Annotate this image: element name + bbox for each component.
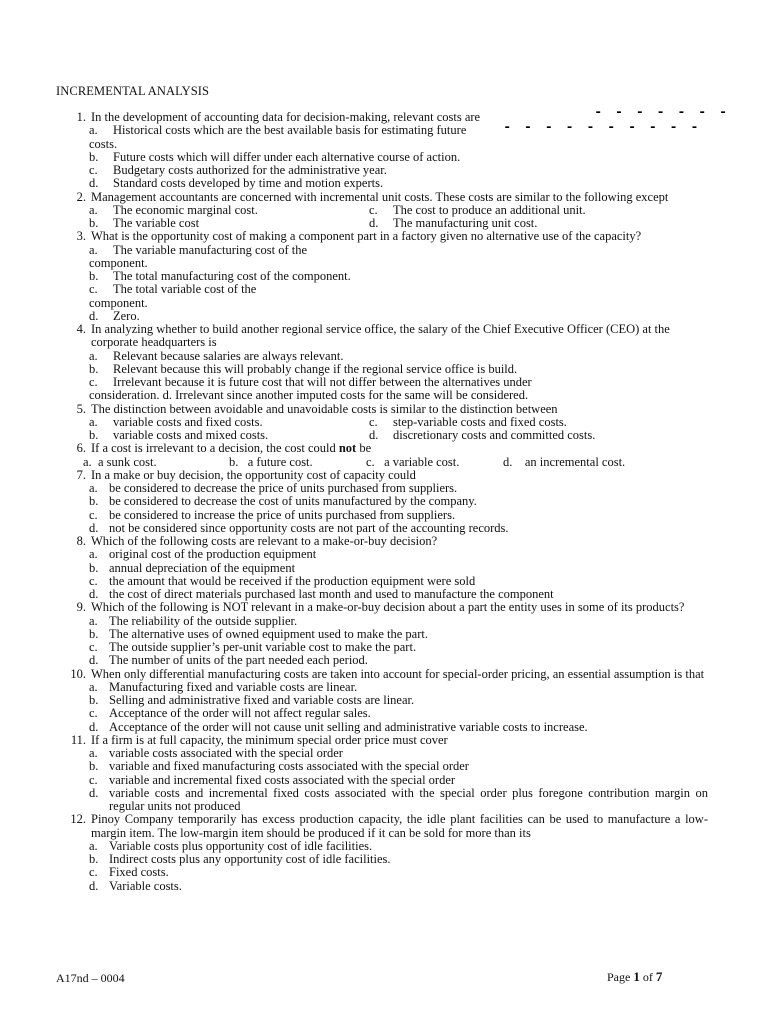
question-number: 11. <box>70 732 86 747</box>
option-c: c. Budgetary costs authorized for the administrative year. <box>89 163 387 177</box>
question-number: 9. <box>76 600 86 615</box>
emphasis-not: not <box>338 441 357 456</box>
question-text: Pinoy Company temporarily has excess production capacity, the idle plant facilities can be used to manufacture a low-margin item. The low-margin item should be produced if it can be sold for more than its <box>91 812 708 840</box>
question-text: In analyzing whether to build another regional service office, the salary of the Chief Executive Officer (CEO) at the corporate headquarters is <box>91 322 670 350</box>
option-a: a. a sunk cost. <box>83 454 157 469</box>
option-d: d. Standard costs developed by time and motion experts. <box>89 176 384 191</box>
question-number: 1. <box>76 110 86 124</box>
option-c: c. Irrelevant because it is future cost that will not differ between the alternatives under <box>89 375 532 389</box>
option-c: c. be considered to increase the price of units purchased from suppliers. <box>89 507 456 522</box>
option-b: b. variable and fixed manufacturing costs associated with the special order <box>89 759 469 774</box>
question-number: 12. <box>70 812 86 827</box>
option-a: a. Relevant because salaries are always relevant. <box>89 348 344 363</box>
option-c: c. The outside supplier’s per-unit variable cost to make the part. <box>89 640 417 654</box>
question-7 <box>56 469 708 535</box>
option-b: b. variable costs and mixed costs. <box>89 428 269 442</box>
option-a: a. variable costs and fixed costs. <box>89 414 263 429</box>
question-text: If a firm is at full capacity, the minimum special order price must cover <box>91 732 448 747</box>
question-number: 8. <box>76 534 86 548</box>
question-text: In the development of accounting data for decision-making, relevant costs are <box>91 110 481 124</box>
option-a: a. The economic marginal cost. <box>89 202 258 217</box>
question-text: What is the opportunity cost of making a component part in a factory given no alternative use of the capacity? <box>91 229 642 244</box>
option-c: c. The cost to produce an additional unit. <box>369 202 586 217</box>
question-number: 10. <box>70 666 86 681</box>
question-9 <box>56 601 708 667</box>
page-indicator: Page 1 of 7 <box>607 969 663 984</box>
question-3 <box>56 230 708 323</box>
question-text: If a cost is irrelevant to a decision, the cost could not be <box>91 441 372 456</box>
question-8 <box>56 535 708 601</box>
question-11 <box>56 734 708 814</box>
question-4 <box>56 323 708 403</box>
option-d: d. variable costs and incremental fixed costs associated with the special order plus foregone contribution margin on regular units not produced <box>89 785 708 813</box>
option-d: d. the cost of direct materials purchased last month and used to manufacture the component <box>89 587 554 601</box>
option-b: b. a future cost. <box>229 454 313 469</box>
question-number: 5. <box>76 401 86 416</box>
option-c: c. Fixed costs. <box>89 865 169 880</box>
option-d: d. Zero. <box>89 308 140 323</box>
option-d: d. The manufacturing unit cost. <box>369 216 538 230</box>
question-12 <box>56 813 708 893</box>
option-d: d. Acceptance of the order will not cause unit selling and administrative variable costs to increase. <box>89 719 588 734</box>
option-b: b. Indirect costs plus any opportunity cost of idle facilities. <box>89 852 391 866</box>
option-a: a. Historical costs which are the best available basis for estimating future <box>89 123 467 138</box>
option-d: d. an incremental cost. <box>503 454 626 469</box>
question-text: Management accountants are concerned with incremental unit costs. These costs are similar to the following except <box>91 189 669 204</box>
question-list <box>56 111 708 893</box>
option-b: b. The variable cost <box>89 216 200 230</box>
scan-dash-mark: - - - - - - - <box>594 105 730 121</box>
option-c: c. variable and incremental fixed costs associated with the special order <box>89 772 456 787</box>
question-number: 7. <box>76 467 86 482</box>
option-a: a. be considered to decrease the price of units purchased from suppliers. <box>89 481 458 495</box>
option-b: b. The alternative uses of owned equipment used to make the part. <box>89 626 428 641</box>
option-b: b. annual depreciation of the equipment <box>89 560 296 575</box>
question-number: 4. <box>76 322 86 336</box>
document-code: A17nd – 0004 <box>56 971 125 985</box>
option-a: a. Variable costs plus opportunity cost of idle facilities. <box>89 838 373 853</box>
question-text: The distinction between avoidable and unavoidable costs is similar to the distinction between <box>91 401 558 416</box>
option-continuation: component. <box>89 295 148 310</box>
page-title: INCREMENTAL ANALYSIS <box>56 84 210 98</box>
option-b: b. The total manufacturing cost of the component. <box>89 269 351 283</box>
option-a: a. original cost of the production equipment <box>89 547 317 562</box>
option-a: a. variable costs associated with the special order <box>89 746 343 760</box>
question-number: 2. <box>76 189 86 204</box>
option-continuation: component. <box>89 255 148 270</box>
question-text: Which of the following costs are relevant to a make-or-buy decision? <box>91 534 438 548</box>
option-continuation-d: consideration. d. Irrelevant since another imputed costs for the same will be considered. <box>89 388 529 403</box>
option-b: b. Relevant because this will probably change if the regional service office is build. <box>89 361 518 376</box>
option-a: a. The reliability of the outside supplier. <box>89 613 298 628</box>
question-text: Which of the following is NOT relevant in a make-or-buy decision about a part the entity uses in some of its products? <box>91 600 685 615</box>
question-text: In a make or buy decision, the opportunity cost of capacity could <box>91 467 416 482</box>
option-a: a. Manufacturing fixed and variable costs are linear. <box>89 679 358 694</box>
scan-dash-mark: - - - - - - - - - - <box>503 120 701 136</box>
question-10 <box>56 668 708 734</box>
option-c: c. a variable cost. <box>366 454 460 469</box>
option-d: d. The number of units of the part needed each period. <box>89 653 368 668</box>
question-6 <box>56 442 708 469</box>
option-c: c. Acceptance of the order will not affect regular sales. <box>89 706 371 721</box>
option-b: b. Future costs which will differ under each alternative course of action. <box>89 149 461 164</box>
option-c: c. The total variable cost of the <box>89 282 257 297</box>
question-1 <box>56 111 708 191</box>
question-number: 3. <box>76 229 86 244</box>
option-d: d. not be considered since opportunity costs are not part of the accounting records. <box>89 520 509 535</box>
option-b: b. be considered to decrease the cost of units manufactured by the company. <box>89 494 477 509</box>
question-number: 6. <box>76 441 86 456</box>
question-5 <box>56 403 708 443</box>
option-d: d. Variable costs. <box>89 878 182 893</box>
option-continuation: costs. <box>89 136 118 151</box>
option-c: c. the amount that would be received if the production equipment were sold <box>89 573 476 588</box>
option-d: d. discretionary costs and committed costs. <box>369 428 596 442</box>
option-c: c. step-variable costs and fixed costs. <box>369 414 567 429</box>
question-text: When only differential manufacturing costs are taken into account for special-order pricing, an essential assumption is that <box>91 666 705 681</box>
option-b: b. Selling and administrative fixed and variable costs are linear. <box>89 693 415 707</box>
option-a: a. The variable manufacturing cost of the <box>89 242 308 257</box>
question-2 <box>56 191 708 231</box>
